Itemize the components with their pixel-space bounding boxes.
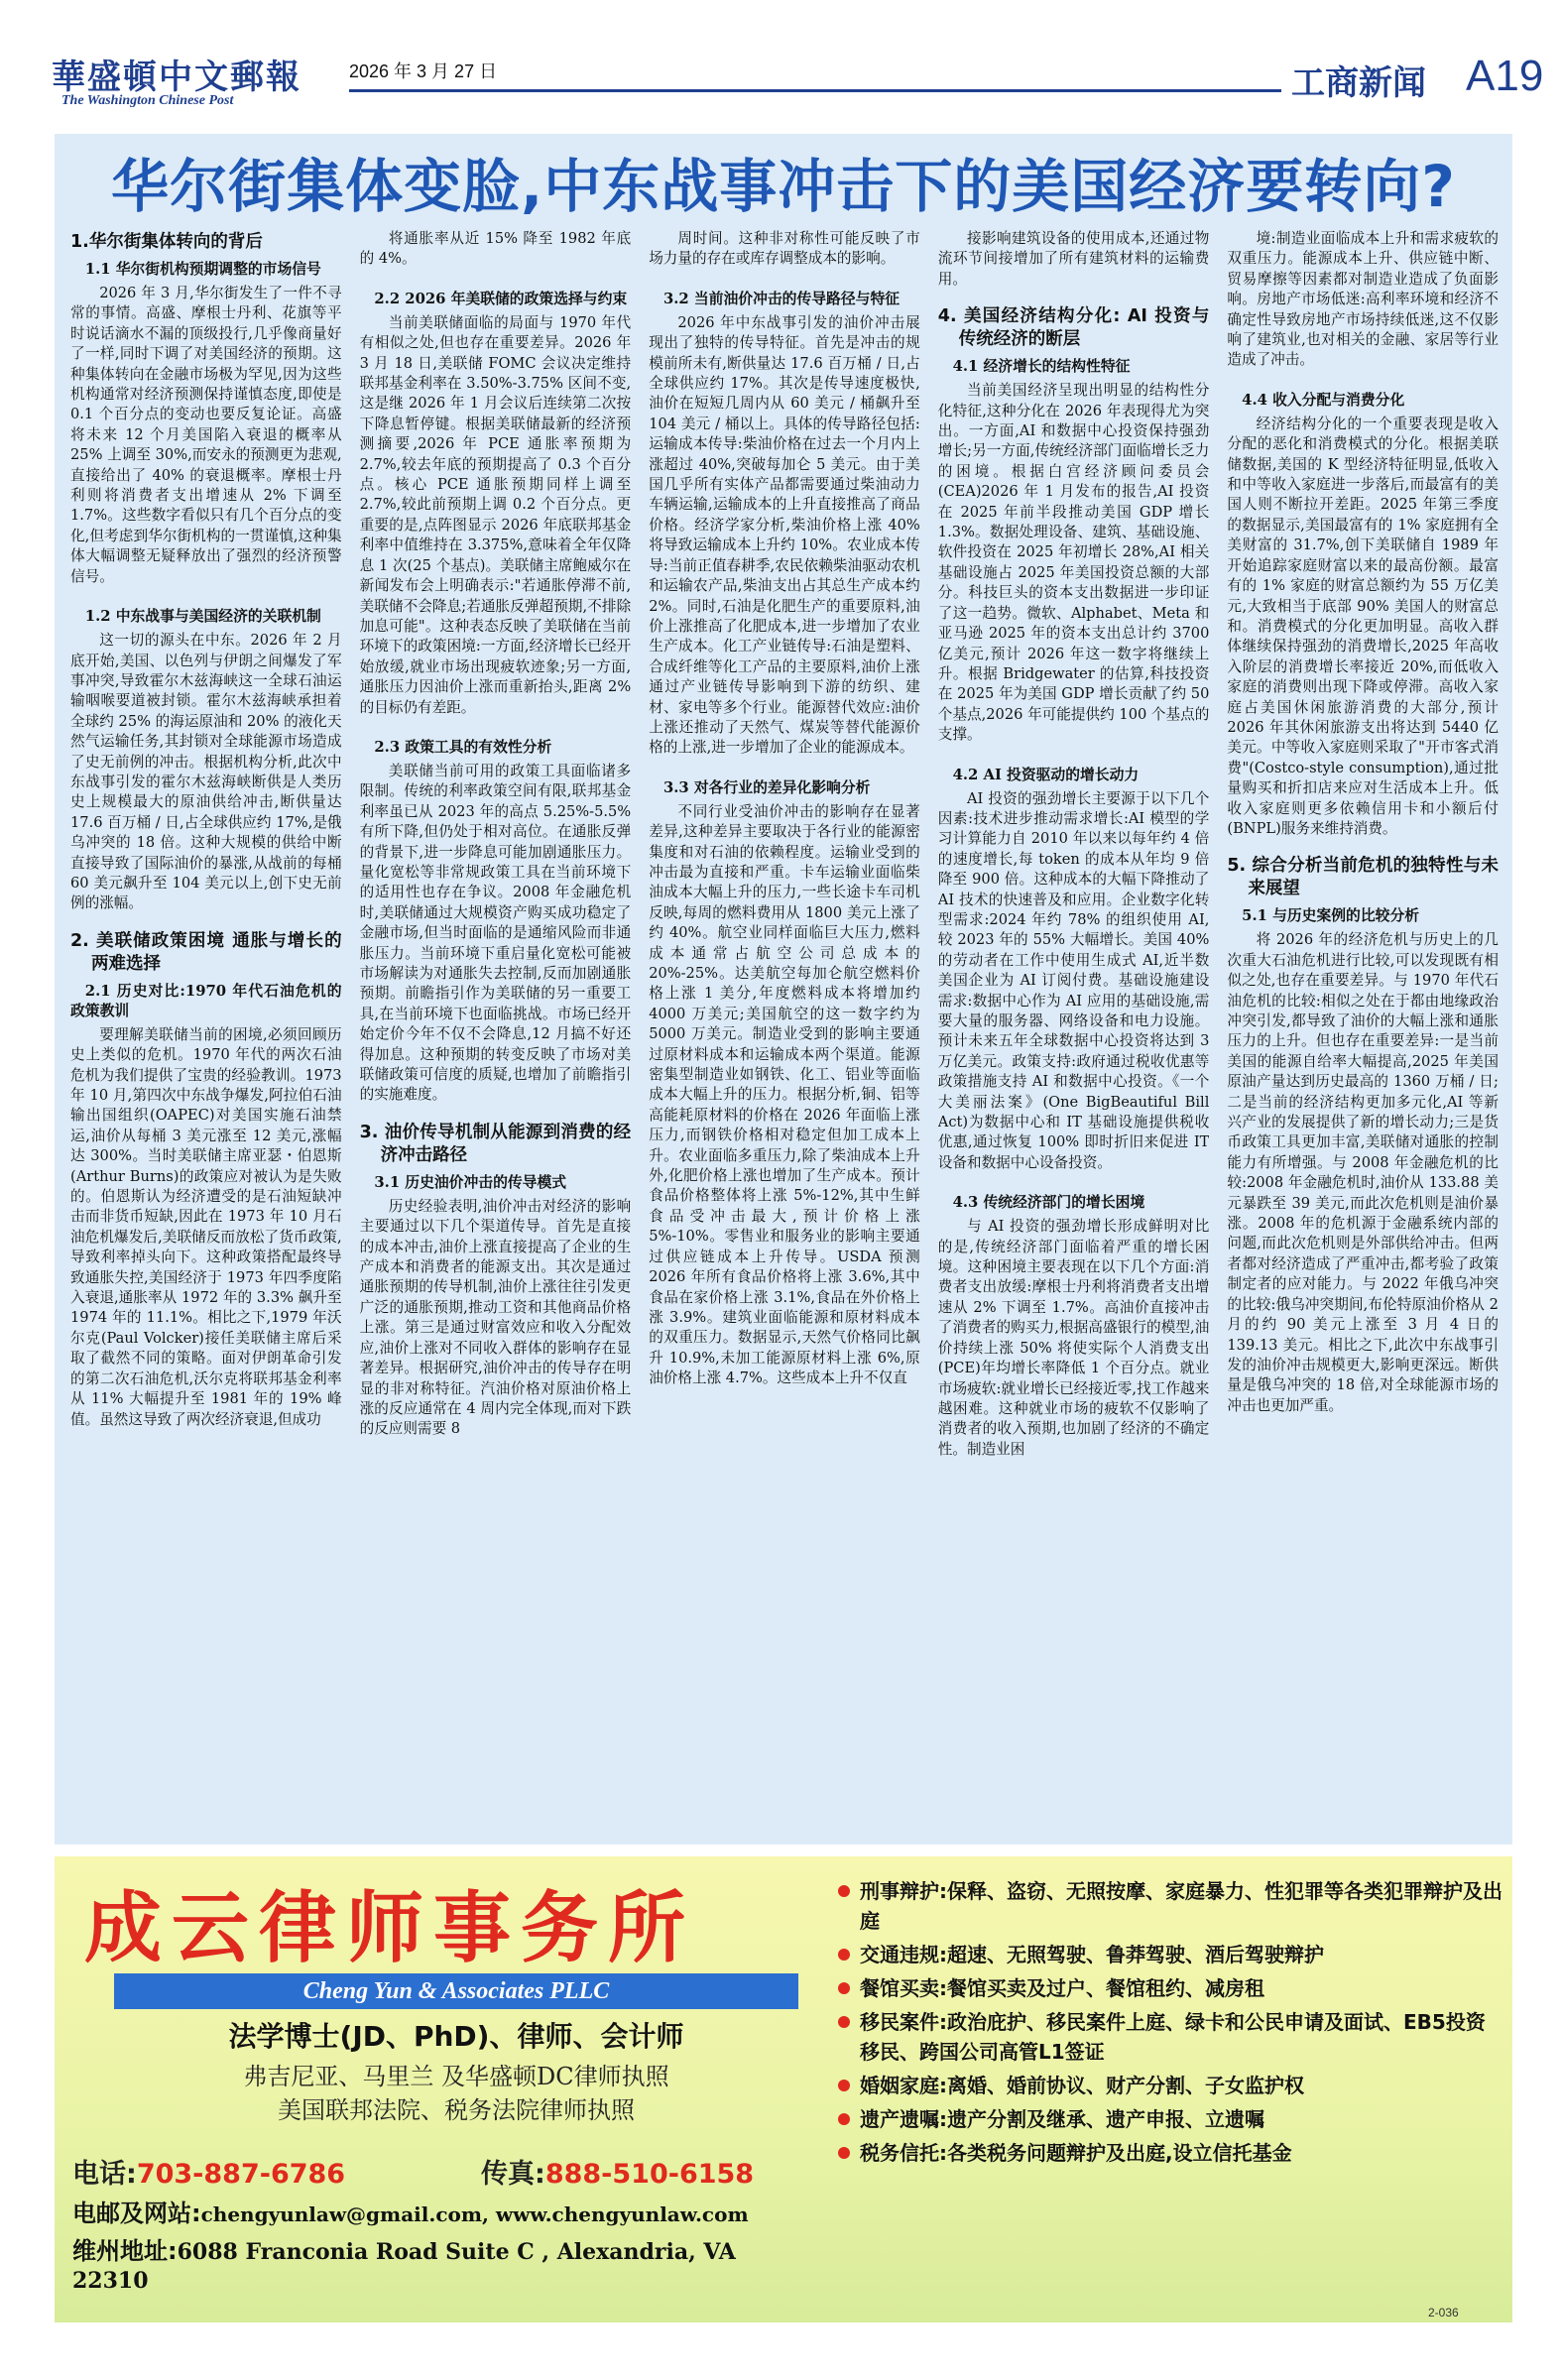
ad-address bbox=[72, 2231, 808, 2294]
ad-license-2: 美国联邦法院、税务法院律师执照 bbox=[278, 2096, 635, 2124]
law-firm-ad[interactable] bbox=[55, 1856, 1512, 2322]
body-paragraph: AI 投资的强劲增长主要源于以下几个因素:技术进步推动需求增长:AI 模型的学习计算能力自 2010 年以来以每年约 4 倍的速度增长,每 token 的成本从年均 9 倍降至 900 倍。这种成本的大幅下降推动了 AI 技术的快速普及和应用。企业数字化转型需求:2024 年约 78% 的组织使用 AI,较 2023 年的 55% 大幅增长。美国 40% 的劳动者在工作中使用生成式 AI,近半数美国企业为 AI 订阅付费。基础设施建设需求:数据中心作为 AI 应用的基础设施,需要大量的服务器、网络设备和电力设施。预计未来五年全球数据中心投资将达到 3 万亿美元。政策支持:政府通过税收优惠等政策措施支持 AI 和数据中心投资。《一个大美丽法案》(One BigBeautiful Bill Act)为数据中心和 IT 基础设施提供税收优惠,通过恢复 100% 即时折旧来促进 IT 设备和数据中心设备投资。 bbox=[937, 789, 1210, 1171]
masthead-rule bbox=[349, 89, 1281, 92]
ad-code: 2-036 bbox=[1428, 2306, 1459, 2320]
paragraph-gap bbox=[649, 270, 920, 284]
body-paragraph: 要理解美联储当前的困境,必须回顾历史上类似的危机。1970 年代的两次石油危机为我们提供了宝贵的经验教训。1973 年 10 月,第四次中东战争爆发,阿拉伯石油输出国组织(OAPEC)对美国实施石油禁运,油价从每桶 3 美元涨至 12 美元,涨幅达 300%。当时美联储主席亚瑟・伯恩斯(Arthur Burns)的政策应对被认为是失败的。伯恩斯认为经济遭受的是石油短缺冲击而非货币短缺,因此在 1973 年 10 月石油危机爆发后,美联储反而放松了货币政策,导致利率掉头向下。这种政策搭配最终导致通胀失控,美国经济于 1973 年四季度陷入衰退,通胀率从 1972 年的 3.3% 飙升至 1974 年的 11.1%。相比之下,1979 年沃尔克(Paul Volcker)接任美联储主席后采取了截然不同的策略。面对伊朗革命引发的第二次石油危机,沃尔克将联邦基金利率从 11% 大幅提升至 1981 年的 19% 峰值。虽然这导致了两次经济衰退,但成功 bbox=[70, 1025, 342, 1428]
ad-service-text: 婚姻家庭:离婚、婚前协议、财产分割、子女监护权 bbox=[860, 2074, 1304, 2097]
subsection-heading: 1.2 中东战事与美国经济的关联机制 bbox=[84, 608, 321, 626]
subsection-heading: 4.1 经济增长的结构性特征 bbox=[952, 358, 1131, 376]
ad-phone-number[interactable]: 703-887-6786 bbox=[136, 2159, 346, 2190]
paragraph-gap bbox=[360, 270, 632, 284]
ad-service-item bbox=[838, 2104, 1502, 2134]
body-paragraph: 2026 年中东战事引发的油价冲击展现出了独特的传导特征。首先是冲击的规模前所未有,断供量达 17.6 百万桶 / 日,占全球供应约 17%。其次是传导速度极快,油价在短短几周内从 60 美元 / 桶飙升至 104 美元 / 桶以上。具体的传导路径包括:运输成本传导:柴油价格在过去一个月内上涨超过 40%,突破每加仑 5 美元。由于美国几乎所有实体产品都需要通过柴油动力车辆运输,运输成本的上升直接推高了商品价格。经济学家分析,柴油价格上涨 40% 将导致运输成本上升约 10%。农业成本传导:当前正值春耕季,农民依赖柴油驱动农机和运输农产品,柴油支出占其总生产成本约 2%。同时,石油是化肥生产的重要原料,油价上涨推高了化肥成本,进一步增加了农业生产成本。化工产业链传导:石油是塑料、合成纤维等化工产品的主要原料,油价上涨通过产业链传导影响到下游的纺织、建材、家电等多个行业。能源替代效应:油价上涨还推动了天然气、煤炭等替代能源价格的上涨,进一步增加了企业的能源成本。 bbox=[649, 313, 920, 757]
ad-services-list bbox=[838, 1876, 1502, 2313]
body-paragraph: 当前美国经济呈现出明显的结构性分化特征,这种分化在 2026 年表现得尤为突出。一方面,AI 和数据中心投资保持强劲增长;另一方面,传统经济部门面临增长乏力的困境。根据白宫经济顾问委员会(CEA)2026 年 1 月发布的报告,AI 投资在 2025 年前半段推动美国 GDP 增长 1.3%。数据处理设备、建筑、基础设施、软件投资在 2025 年初增长 28%,AI 相关基础设施占 2025 年美国投资总额的大部分。科技巨头的资本支出数据进一步印证了这一趋势。微软、Alphabet、Meta 和亚马逊 2025 年的资本支出总计约 3700 亿美元,预计 2026 年这一数字将继续上升。根据 Bridgewater 的估算,科技投资在 2025 年为美国 GDP 增长贡献了约 50 个基点,2026 年可能提供约 100 个基点的支撑。 bbox=[937, 382, 1210, 744]
body-paragraph: 与 AI 投资的强劲增长形成鲜明对比的是,传统经济部门面临着严重的增长困境。这种困境主要表现在以下几个方面:消费者支出放缓:摩根士丹利将消费者支出增速从 2% 下调至 1.7%。高油价直接冲击了消费者的购买力,根据高盛银行的模型,油价持续上涨 50% 将使实际个人消费支出(PCE)年均增长率降低 1 个百分点。就业市场疲软:就业增长已经接近零,找工作越来越困难。这种就业市场的疲软不仅影响了消费者的收入预期,也加剧了经济的不确定性。制造业困 bbox=[937, 1218, 1210, 1458]
paper-name-en: The Washington Chinese Post bbox=[61, 93, 234, 108]
subsection-heading: 3.1 历史油价冲击的传导模式 bbox=[374, 1173, 567, 1191]
masthead bbox=[52, 50, 1544, 115]
ad-contact-block bbox=[55, 1856, 808, 2322]
ad-web-value[interactable]: chengyunlaw@gmail.com, www.chengyunlaw.com bbox=[200, 2202, 749, 2226]
ad-firm-name-en: Cheng Yun & Associates PLLC bbox=[114, 1973, 798, 2009]
article-column-5 bbox=[1227, 229, 1499, 1836]
ad-degrees: 法学博士(JD、PhD)、律师、会计师 bbox=[228, 2020, 684, 2053]
ad-service-item bbox=[838, 1973, 1502, 2003]
section-heading: 1.华尔街集体转向的背后 bbox=[70, 232, 263, 252]
subsection-heading: 2.3 政策工具的有效性分析 bbox=[374, 738, 552, 756]
subsection-heading: 2.1 历史对比:1970 年代石油危机的政策教训 bbox=[70, 982, 342, 1019]
paragraph-gap bbox=[938, 290, 1210, 303]
ad-service-text: 交通违规:超速、无照驾驶、鲁莽驾驶、酒后驾驶辩护 bbox=[860, 1943, 1324, 1966]
body-paragraph: 2026 年 3 月,华尔街发生了一件不寻常的事情。高盛、摩根士丹利、花旗等平时说话滴水不漏的顶级投行,几乎像商量好了一样,同时下调了对美国经济的预期。这种集体转向在金融市场极为罕见,因为这些机构通常对经济预测保持谨慎态度,即使是 0.1 个百分点的变动也要反复论证。高盛将未来 12 个月美国陷入衰退的概率从 25% 上调至 30%,而安永的预测更为悲观,直接给出了 40% 的衰退概率。摩根士丹利则将消费者支出增速从 2% 下调至 1.7%。这些数字看似只有几个百分点的变化,但考虑到华尔街机构的一贯谨慎,这种集体大幅调整无疑释放出了强烈的经济预警信号。 bbox=[70, 285, 342, 585]
ad-phone[interactable] bbox=[72, 2152, 345, 2191]
ad-fax bbox=[481, 2152, 754, 2191]
subsection-heading: 5.1 与历史案例的比较分析 bbox=[1242, 907, 1420, 925]
section-heading: 2. 美联储政策困境 通胀与增长的两难选择 bbox=[70, 930, 342, 974]
section-title[interactable]: 工商新闻 bbox=[1291, 63, 1426, 103]
paper-name[interactable]: 華盛頓中文郵報 bbox=[52, 58, 301, 97]
body-paragraph: 将通胀率从近 15% 降至 1982 年底的 4%。 bbox=[359, 230, 632, 268]
ad-service-text: 移民案件:政治庇护、移民案件上庭、绿卡和公民申请及面试、EB5投资移民、跨国公司高管L1签证 bbox=[860, 2010, 1486, 2064]
body-paragraph: 当前美联储面临的局面与 1970 年代有相似之处,但也存在重要差异。2026 年 3 月 18 日,美联储 FOMC 会议决定维持联邦基金利率在 3.50%-3.75% 区间不变,这是继 2026 年 1 月会议后连续第二次按下降息暂停键。根据美联储最新的经济预测摘要,2026 年 PCE 通胀率预期为 2.7%,较去年底的预期提高了 0.3 个百分点。核心 PCE 通胀预期同样上调至 2.7%,较此前预期上调 0.2 个百分点。更重要的是,点阵图显示 2026 年底联邦基金利率中值维持在 3.375%,意味着全年仅降息 1 次(25 个基点)。美联储主席鲍威尔在新闻发布会上明确表示:"若通胀停滞不前,美联储不会降息;若通胀反弹超预期,不排除加息可能"。这种表态反映了美联储在当前环境下的政策困境:一方面,经济增长已经开始放缓,就业市场出现疲软迹象;另一方面,通胀压力因油价上涨而重新抬头,距离 2% 的目标仍有差距。 bbox=[359, 313, 632, 716]
paragraph-gap bbox=[70, 587, 342, 601]
ad-service-text: 税务信托:各类税务问题辩护及出庭,设立信托基金 bbox=[860, 2141, 1292, 2165]
section-heading: 3. 油价传导机制从能源到消费的经济冲击路径 bbox=[359, 1122, 632, 1165]
section-heading: 5. 综合分析当前危机的独特性与未来展望 bbox=[1227, 856, 1499, 899]
issue-date: 2026 年 3 月 27 日 bbox=[349, 61, 498, 81]
article-headline[interactable]: 华尔街集体变脸,中东战事冲击下的美国经济要转向? bbox=[111, 153, 1456, 220]
ad-service-text: 遗产遗嘱:遗产分割及继承、遗产申报、立遗嘱 bbox=[860, 2107, 1264, 2131]
ad-licenses bbox=[114, 2060, 798, 2127]
ad-web[interactable] bbox=[72, 2194, 749, 2228]
article-column-2 bbox=[360, 229, 632, 1836]
ad-service-text: 刑事辩护:保释、盗窃、无照按摩、家庭暴力、性犯罪等各类犯罪辩护及出庭 bbox=[860, 1879, 1502, 1933]
paragraph-gap bbox=[360, 718, 632, 732]
bullet-icon bbox=[838, 2113, 850, 2125]
subsection-heading: 3.2 当前油价冲击的传导路径与特征 bbox=[662, 290, 901, 307]
paragraph-gap bbox=[70, 914, 342, 928]
subsection-heading: 4.2 AI 投资驱动的增长动力 bbox=[952, 766, 1140, 783]
paragraph-gap bbox=[938, 1173, 1210, 1187]
bullet-icon bbox=[838, 2147, 850, 2159]
paragraph-gap bbox=[360, 1106, 632, 1120]
ad-service-item bbox=[838, 1876, 1502, 1936]
article-column-4 bbox=[938, 229, 1210, 1836]
article bbox=[55, 134, 1512, 1844]
section-heading: 4. 美国经济结构分化: AI 投资与传统经济的断层 bbox=[937, 306, 1210, 350]
body-paragraph: 历史经验表明,油价冲击对经济的影响主要通过以下几个渠道传导。首先是直接的成本冲击,油价上涨直接提高了企业的生产成本和消费者的能源支出。其次是通过通胀预期的传导机制,油价上涨往往引发更广泛的通胀预期,推动工资和其他商品价格上涨。第三是通过财富效应和收入分配效应,油价上涨对不同收入群体的影响存在显著差异。根据研究,油价冲击的传导存在明显的非对称特征。汽油价格对原油价格上涨的反应通常在 4 周内完全体现,而对下跌的反应则需要 8 bbox=[359, 1197, 632, 1438]
bullet-icon bbox=[838, 2080, 850, 2091]
body-paragraph: 不同行业受油价冲击的影响存在显著差异,这种差异主要取决于各行业的能源密集度和对石油的依赖程度。运输业受到的冲击最为直接和严重。卡车运输业面临柴油成本大幅上升的压力,一些长途卡车司机反映,每周的燃料费用从 1800 美元上涨了约 40%。航空业同样面临巨大压力,燃料成本通常占航空公司总成本的 20%-25%。达美航空每加仑航空燃料价格上涨 1 美分,年度燃料成本将增加约 4000 万美元;美国航空的这一数字约为 5000 万美元。制造业受到的影响主要通过原材料成本和运输成本两个渠道。能源密集型制造业如钢铁、化工、铝业等面临成本大幅上升的压力。根据分析,铜、铝等高能耗原材料的价格在 2026 年面临上涨压力,而钢铁价格相对稳定但加工成本上升。农业面临多重压力,除了柴油成本上升外,化肥价格上涨也增加了生产成本。预计食品价格整体将上涨 5%-12%,其中生鲜食品受冲击最大,预计价格上涨 5%-10%。零售业和服务业的影响主要通过供应链成本上升传导。USDA 预测 2026 年所有食品价格将上涨 3.6%,其中食品在家价格上涨 3.1%,食品在外价格上涨 3.9%。建筑业面临能源和原材料成本的双重压力。数据显示,天然气价格同比飙升 10.9%,未加工能源原材料上涨 6%,原油价格上涨 4.7%。这些成本上升不仅直 bbox=[649, 802, 920, 1387]
paragraph-gap bbox=[1227, 839, 1499, 853]
article-column-3 bbox=[649, 229, 920, 1836]
body-paragraph: 周时间。这种非对称性可能反映了市场力量的存在或库存调整成本的影响。 bbox=[649, 230, 920, 268]
ad-address-value: 6088 Franconia Road Suite C , Alexandria, VA 22310 bbox=[72, 2239, 736, 2294]
ad-address-label: 维州地址: bbox=[72, 2237, 178, 2265]
article-columns bbox=[70, 229, 1499, 1836]
paragraph-gap bbox=[1227, 371, 1499, 385]
ad-firm-name: 成云律师事务所 bbox=[84, 1883, 696, 1973]
paragraph-gap bbox=[938, 746, 1210, 760]
bullet-icon bbox=[838, 1949, 850, 1961]
page-number: A19 bbox=[1466, 52, 1544, 100]
ad-phone-label: 电话: bbox=[72, 2159, 137, 2190]
bullet-icon bbox=[838, 2016, 850, 2028]
paragraph-gap bbox=[649, 759, 920, 773]
ad-license-1: 弗吉尼亚、马里兰 及华盛顿DC律师执照 bbox=[243, 2063, 669, 2090]
ad-fax-number: 888-510-6158 bbox=[544, 2159, 755, 2190]
subsection-heading: 4.4 收入分配与消费分化 bbox=[1242, 391, 1405, 409]
ad-service-item bbox=[838, 2071, 1502, 2100]
ad-service-text: 餐馆买卖:餐馆买卖及过户、餐馆租约、减房租 bbox=[860, 1976, 1264, 2000]
ad-fax-label: 传真: bbox=[481, 2159, 545, 2190]
body-paragraph: 美联储当前可用的政策工具面临诸多限制。传统的利率政策空间有限,联邦基金利率虽已从 2023 年的高点 5.25%-5.5% 有所下降,但仍处于相对高位。在通胀反弹的背景下,进一步降息可能加剧通胀压力。量化宽松等非常规政策工具在当前环境下的适用性也存在争议。2008 年金融危机时,美联储通过大规模资产购买成功稳定了金融市场,但当时面临的是通缩风险而非通胀压力。当前环境下重启量化宽松可能被市场解读为对通胀失去控制,反而加剧通胀预期。前瞻指引作为美联储的另一重要工具,在当前环境下也面临挑战。市场已经开始定价今年不仅不会降息,12 月搞不好还得加息。这种预期的转变反映了市场对美联储政策可信度的质疑,也增加了前瞻指引的实施难度。 bbox=[359, 762, 632, 1104]
subsection-heading: 4.3 传统经济部门的增长困境 bbox=[952, 1194, 1145, 1212]
body-paragraph: 这一切的源头在中东。2026 年 2 月底开始,美国、以色列与伊朗之间爆发了军事冲突,导致霍尔木兹海峡这一全球石油运输咽喉要道被封锁。霍尔木兹海峡承担着全球约 25% 的海运原油和 20% 的液化天然气运输任务,其封锁对全球能源市场造成了史无前例的冲击。根据机构分析,此次中东战事引发的霍尔木兹海峡断供是人类历史上规模最大的原油供给冲击,断供量达 17.6 百万桶 / 日,占全球供应约 17%,是俄乌冲突的 18 倍。这种大规模的供给中断直接导致了国际油价的暴涨,从战前的每桶 60 美元飙升至 104 美元以上,创下史无前例的涨幅。 bbox=[70, 632, 342, 912]
bullet-icon bbox=[838, 1982, 850, 1994]
subsection-heading: 2.2 2026 年美联储的政策选择与约束 bbox=[374, 290, 628, 307]
bullet-icon bbox=[838, 1885, 850, 1897]
subsection-heading: 1.1 华尔街机构预期调整的市场信号 bbox=[84, 261, 321, 278]
body-paragraph: 将 2026 年的经济危机与历史上的几次重大石油危机进行比较,可以发现既有相似之处,也存在重要差异。与 1970 年代石油危机的比较:相似之处在于都由地缘政治冲突引发,都导致了油价的大幅上涨和通胀压力的上升。但也存在重要差异:一是当前美国的能源自给率大幅提高,2025 年美国原油产量达到历史最高的 1360 万桶 / 日;二是当前的经济结构更加多元化,AI 等新兴产业的发展提供了新的增长动力;三是货币政策工具更加丰富,美联储对通胀的控制能力有所增强。与 2008 年金融危机的比较:2008 年金融危机时,油价从 133.88 美元暴跌至 39 美元,而此次危机则是油价暴涨。2008 年的危机源于金融系统内部的问题,而此次危机则是外部供给冲击。但两者都对经济造成了严重冲击,都考验了政策制定者的应对能力。与 2022 年俄乌冲突的比较:俄乌冲突期间,布伦特原油价格从 2 月的约 90 美元上涨至 3 月 4 日的 139.13 美元。相比之下,此次中东战事引发的油价冲击规模更大,影响更深远。断供量是俄乌冲突的 18 倍,对全球能源市场的冲击也更加严重。 bbox=[1227, 931, 1499, 1414]
subsection-heading: 3.3 对各行业的差异化影响分析 bbox=[662, 778, 871, 796]
ad-service-item bbox=[838, 2138, 1502, 2168]
ad-service-item bbox=[838, 2007, 1502, 2067]
ad-web-label: 电邮及网站: bbox=[72, 2200, 201, 2227]
body-paragraph: 境:制造业面临成本上升和需求疲软的双重压力。能源成本上升、供应链中断、贸易摩擦等因素都对制造业造成了负面影响。房地产市场低迷:高利率环境和经济不确定性导致房地产市场持续低迷,这不仅影响了建筑业,也对相关的金融、家居等行业造成了冲击。 bbox=[1227, 230, 1499, 369]
body-paragraph: 经济结构分化的一个重要表现是收入分配的恶化和消费模式的分化。根据美联储数据,美国的 K 型经济特征明显,低收入和中等收入家庭进一步落后,而最富有的美国人则不断拉开差距。2025 年第三季度的数据显示,美国最富有的 1% 家庭拥有全美财富的 31.7%,创下美联储自 1989 年开始追踪家庭财富以来的最高份额。最富有的 1% 家庭的财富总额约为 55 万亿美元,大致相当于底部 90% 美国人的财富总和。消费模式的分化更加明显。高收入群体继续保持强劲的消费增长,2025 年高收入阶层的消费增长率接近 20%,而低收入家庭的消费则出现下降或停滞。高收入家庭占美国休闲旅游消费的大部分,预计 2026 年其休闲旅游支出将达到 5440 亿美元。中等收入家庭则采取了"开市客式消费"(Costco-style consumption),通过批量购买和折扣店来应对生活成本上升。低收入家庭则更多依赖信用卡和小额后付(BNPL)服务来维持消费。 bbox=[1227, 415, 1499, 837]
body-paragraph: 接影响建筑设备的使用成本,还通过物流环节间接增加了所有建筑材料的运输费用。 bbox=[937, 230, 1210, 288]
article-column-1 bbox=[70, 229, 342, 1836]
ad-service-item bbox=[838, 1940, 1502, 1969]
